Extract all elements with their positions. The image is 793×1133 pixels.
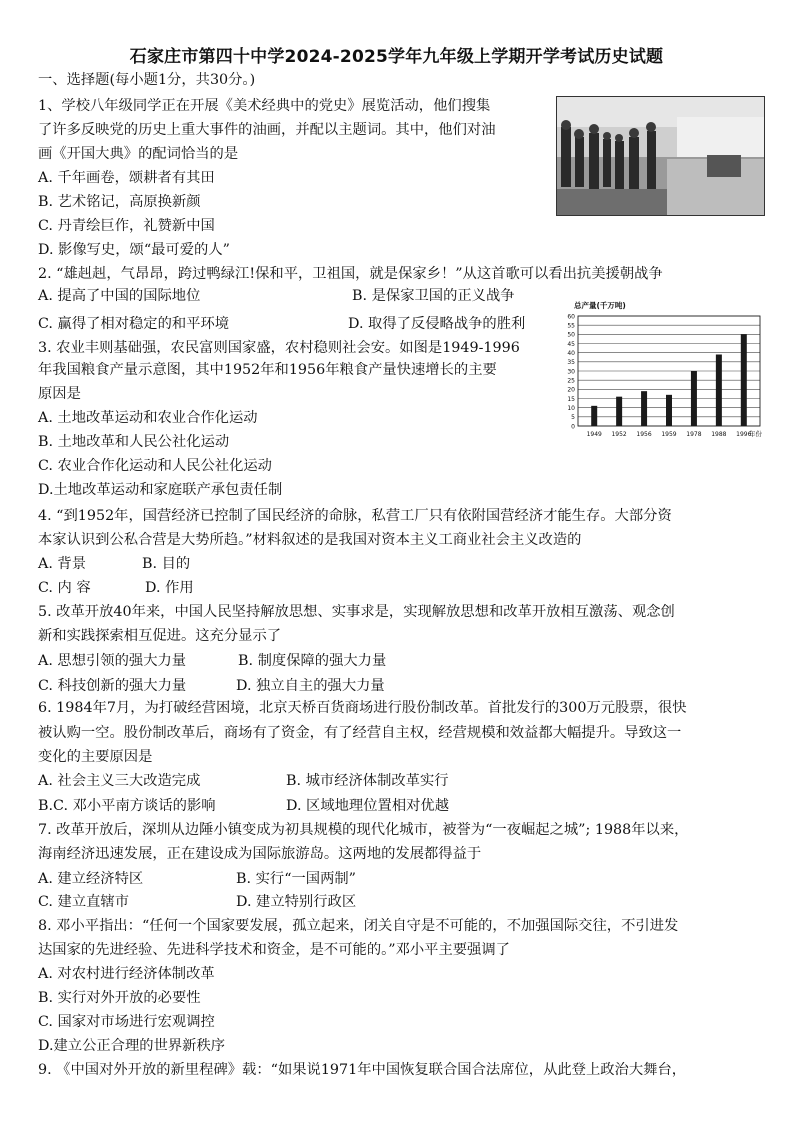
q9-stem-1: 9. 《中国对外开放的新里程碑》载：“如果说1971年中国恢复联合国合法席位，从此登上政治大舞台， (38, 1062, 687, 1078)
q1-stem-3: 画《开国大典》的配词恰当的是 (38, 146, 239, 162)
q5-option-b: B. 制度保障的强大力量 (238, 653, 387, 669)
y-tick-label: 25 (567, 377, 575, 385)
q8-option-b: B. 实行对外开放的必要性 (38, 990, 201, 1006)
y-tick-label: 30 (567, 368, 575, 376)
q3-option-b: B. 土地改革和人民公社化运动 (38, 434, 230, 450)
q8-option-d: D.建立公正合理的世界新秩序 (38, 1038, 226, 1054)
q7-option-c: C. 建立直辖市 (38, 894, 130, 910)
q4-option-b: B. 目的 (142, 556, 191, 572)
x-axis-unit: 年份 (749, 430, 762, 438)
q6-stem-3: 变化的主要原因是 (38, 749, 153, 765)
q2-option-a: A. 提高了中国的国际地位 (38, 288, 201, 304)
x-tick-label: 1949 (586, 431, 602, 438)
q2-option-b: B. 是保家卫国的正义战争 (352, 288, 515, 304)
q1-option-c: C. 丹青绘巨作，礼赞新中国 (38, 218, 215, 234)
y-axis-label: 总产量(千万吨) (574, 301, 626, 310)
q3-option-a: A. 土地改革运动和农业合作化运动 (38, 410, 258, 426)
bar-1952 (616, 397, 622, 426)
q7-option-b: B. 实行“一国两制” (236, 871, 356, 887)
bar-1978 (691, 371, 697, 426)
q7-stem-2: 海南经济迅速发展，正在建设成为国际旅游岛。这两地的发展都得益于 (38, 846, 482, 862)
q4-option-a: A. 背景 (38, 556, 87, 572)
q6-stem-2: 被认购一空。股份制改革后，商场有了资金，有了经营自主权，经营规模和效益都大幅提升。导致这一 (38, 725, 682, 741)
y-tick-label: 45 (567, 340, 575, 348)
q5-option-c: C. 科技创新的强大力量 (38, 678, 187, 694)
q3-stem-3: 原因是 (38, 386, 81, 402)
x-tick-label: 1952 (611, 431, 627, 438)
q5-stem-1: 5. 改革开放40年来，中国人民坚持解放思想、实事求是，实现解放思想和改革开放相互激荡、观念创 (38, 604, 675, 620)
q1-stem-2: 了许多反映党的历史上重大事件的油画，并配以主题词。其中，他们对油 (38, 122, 496, 138)
q1-option-a: A. 千年画卷，颂耕者有其田 (38, 170, 215, 186)
founding-ceremony-painting (556, 96, 765, 216)
y-tick-label: 55 (567, 322, 575, 330)
q7-option-d: D. 建立特别行政区 (236, 894, 357, 910)
x-tick-label: 1978 (686, 431, 702, 438)
bar-1956 (641, 391, 647, 426)
q5-option-d: D. 独立自主的强大力量 (236, 678, 385, 694)
q6-stem-1: 6. 1984年7月，为打破经营困境，北京天桥百货商场进行股份制改革。首批发行的300万元股票，很快 (38, 700, 687, 716)
section-heading: 一、选择题(每小题1分，共30分。) (38, 72, 256, 88)
y-tick-label: 10 (567, 404, 575, 412)
y-tick-label: 0 (571, 423, 575, 431)
q8-option-a: A. 对农村进行经济体制改革 (38, 966, 215, 982)
q6-option-c: B.C. 邓小平南方谈话的影响 (38, 798, 216, 814)
q8-option-c: C. 国家对市场进行宏观调控 (38, 1014, 215, 1030)
q6-option-d: D. 区域地理位置相对优越 (286, 798, 450, 814)
x-tick-label: 1996 (736, 431, 752, 438)
y-tick-label: 40 (567, 349, 575, 357)
y-tick-label: 60 (567, 313, 575, 321)
y-tick-label: 20 (567, 386, 575, 394)
y-tick-label: 50 (567, 331, 575, 339)
q1-option-d: D. 影像写史，颂“最可爱的人” (38, 242, 230, 258)
y-tick-label: 5 (571, 414, 575, 422)
q6-option-b: B. 城市经济体制改革实行 (286, 773, 449, 789)
q5-option-a: A. 思想引领的强大力量 (38, 653, 187, 669)
q3-stem-1: 3. 农业丰则基础强，农民富则国家盛，农村稳则社会安。如图是1949-1996 (38, 340, 520, 356)
q2-stem: 2. “雄赳赳，气昂昂，跨过鸭绿江!保和平，卫祖国，就是保家乡！”从这首歌可以看出抗美援朝战争 (38, 266, 663, 282)
y-tick-label: 35 (567, 359, 575, 367)
q8-stem-1: 8. 邓小平指出：“任何一个国家要发展，孤立起来，闭关自守是不可能的，不加强国际交往，不引进发 (38, 918, 679, 934)
q2-option-c: C. 赢得了相对稳定的和平环境 (38, 316, 230, 332)
grain-output-chart (560, 298, 770, 446)
q1-stem-1: 1、学校八年级同学正在开展《美术经典中的党史》展览活动，他们搜集 (38, 98, 491, 114)
x-tick-label: 1956 (636, 431, 652, 438)
x-tick-label: 1959 (661, 431, 677, 438)
q7-option-a: A. 建立经济特区 (38, 871, 144, 887)
page-title: 石家庄市第四十中学2024-2025学年九年级上学期开学考试历史试题 (129, 47, 664, 67)
bar-1949 (591, 406, 597, 426)
q4-stem-1: 4. “到1952年，国营经济已控制了国民经济的命脉，私营工厂只有依附国营经济才能生存。大部分资 (38, 508, 672, 524)
q6-option-a: A. 社会主义三大改造完成 (38, 773, 201, 789)
q8-stem-2: 达国家的先进经验、先进科学技术和资金，是不可能的。”邓小平主要强调了 (38, 942, 510, 958)
q3-option-c: C. 农业合作化运动和人民公社化运动 (38, 458, 272, 474)
q4-stem-2: 本家认识到公私合营是大势所趋。”材料叙述的是我国对资本主义工商业社会主义改造的 (38, 532, 582, 548)
q3-option-d: D.土地改革运动和家庭联产承包责任制 (38, 482, 283, 498)
bar-1959 (666, 395, 672, 426)
q4-option-c: C. 内 容 (38, 580, 91, 596)
q5-stem-2: 新和实践探索相互促进。这充分显示了 (38, 628, 282, 644)
q7-stem-1: 7. 改革开放后，深圳从边陲小镇变成为初具规模的现代化城市，被誉为“一夜崛起之城”; 1988年以来， (38, 822, 689, 838)
q4-option-d: D. 作用 (145, 580, 194, 596)
q2-option-d: D. 取得了反侵略战争的胜利 (348, 316, 526, 332)
q3-stem-2: 年我国粮食产量示意图，其中1952年和1956年粮食产量快速增长的主要 (38, 362, 497, 378)
bar-1988 (716, 355, 722, 427)
bar-1996 (741, 334, 747, 426)
x-tick-label: 1988 (711, 431, 727, 438)
q1-option-b: B. 艺术铭记，高原换新颜 (38, 194, 201, 210)
y-tick-label: 15 (567, 395, 575, 403)
